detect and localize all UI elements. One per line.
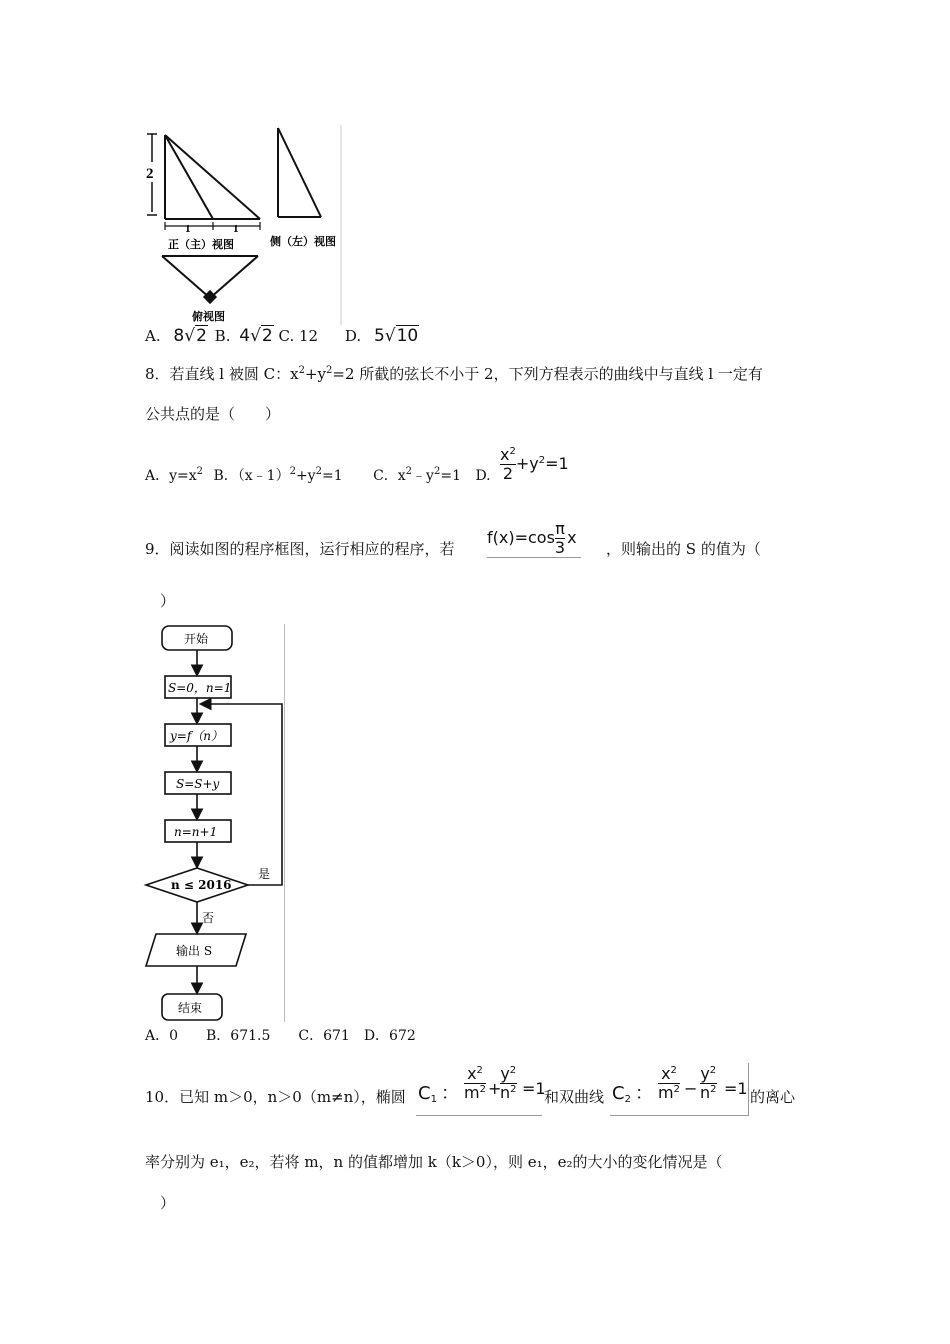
q10-hyperbola-formula: $C_2$ ： $\frac{x^2}{m^2}$ − $\frac{y^2}{n^2}$ =1 (610, 1063, 749, 1116)
q10-stem-post: 的离心 (750, 1088, 796, 1106)
front-dim-left-label: 1 (185, 223, 191, 235)
side-view (278, 128, 321, 217)
q9-options: A．0 B．671.5 C．671 D．672 (145, 1028, 416, 1044)
q8-options: A．$y=x^2$ B．$(x﹣1)^2+y^2=1$ C．$x^2﹣y^2=1$ D. (145, 466, 491, 484)
flowchart (140, 622, 290, 1026)
height-dim-label: 2 (146, 166, 154, 182)
q10-stem-line2: 率分别为 e₁，e₂，若将 m，n 的值都增加 k（k＞0），则 e₁，e₂的大小的变化情况是（ (145, 1153, 723, 1171)
start-label: 开始 (184, 632, 209, 646)
q10-stem-mid: 和双曲线 (544, 1088, 605, 1106)
top-view-label: 俯视图 (192, 310, 225, 323)
front-dim-right-label: 1 (233, 223, 239, 235)
q7-options: A. 8√2 B. 4√2 C. 12 D. 5√10 (145, 326, 419, 346)
yes-label: 是 (258, 867, 271, 881)
flowchart-divider (284, 624, 285, 1022)
init-label: S=0，n=1 (168, 681, 232, 695)
assign-label: y=f（n） (170, 729, 224, 743)
no-label: 否 (202, 911, 215, 925)
front-view-label: 正（主）视图 (168, 238, 234, 251)
output-label: 输出 S (176, 944, 213, 958)
q8-option-d-formula: $\frac{x^2}{2}$ $+y^2=1$ (500, 445, 569, 483)
q8-stem-line1: 8．若直线 l 被圆 C：$x^2+y^2=2$ 所截的弦长不小于 2，下列方程表示的曲线中与直线 l 一定有 (145, 365, 763, 383)
q9-stem-post: ，则输出的 S 的值为（ (606, 540, 761, 558)
q10-ellipse-formula: $C_1$ ： $\frac{x^2}{m^2}$ + $\frac{y^2}{n^2}$ =1 (416, 1063, 542, 1116)
front-view (165, 135, 260, 219)
q8-stem-line2: 公共点的是（ ） (145, 405, 281, 423)
q9-function-formula: f(x)=cos $\frac{\pi}{3}$ x (487, 520, 581, 558)
increment-label: n=n+1 (174, 825, 218, 839)
q10-stem-pre: 10．已知 m＞0，n＞0（m≠n），椭圆 (145, 1088, 406, 1106)
q9-stem: 9．阅读如图的程序框图，运行相应的程序，若 (145, 540, 455, 558)
q9-stem-close: ） (160, 592, 176, 610)
q10-stem-close: ） (160, 1194, 176, 1212)
end-label: 结束 (178, 1001, 203, 1015)
condition-label: n ≤ 2016 (171, 878, 232, 892)
three-view-figure (140, 120, 350, 325)
accumulate-label: S=S+y (176, 777, 220, 791)
side-view-label: 侧（左）视图 (270, 235, 336, 248)
